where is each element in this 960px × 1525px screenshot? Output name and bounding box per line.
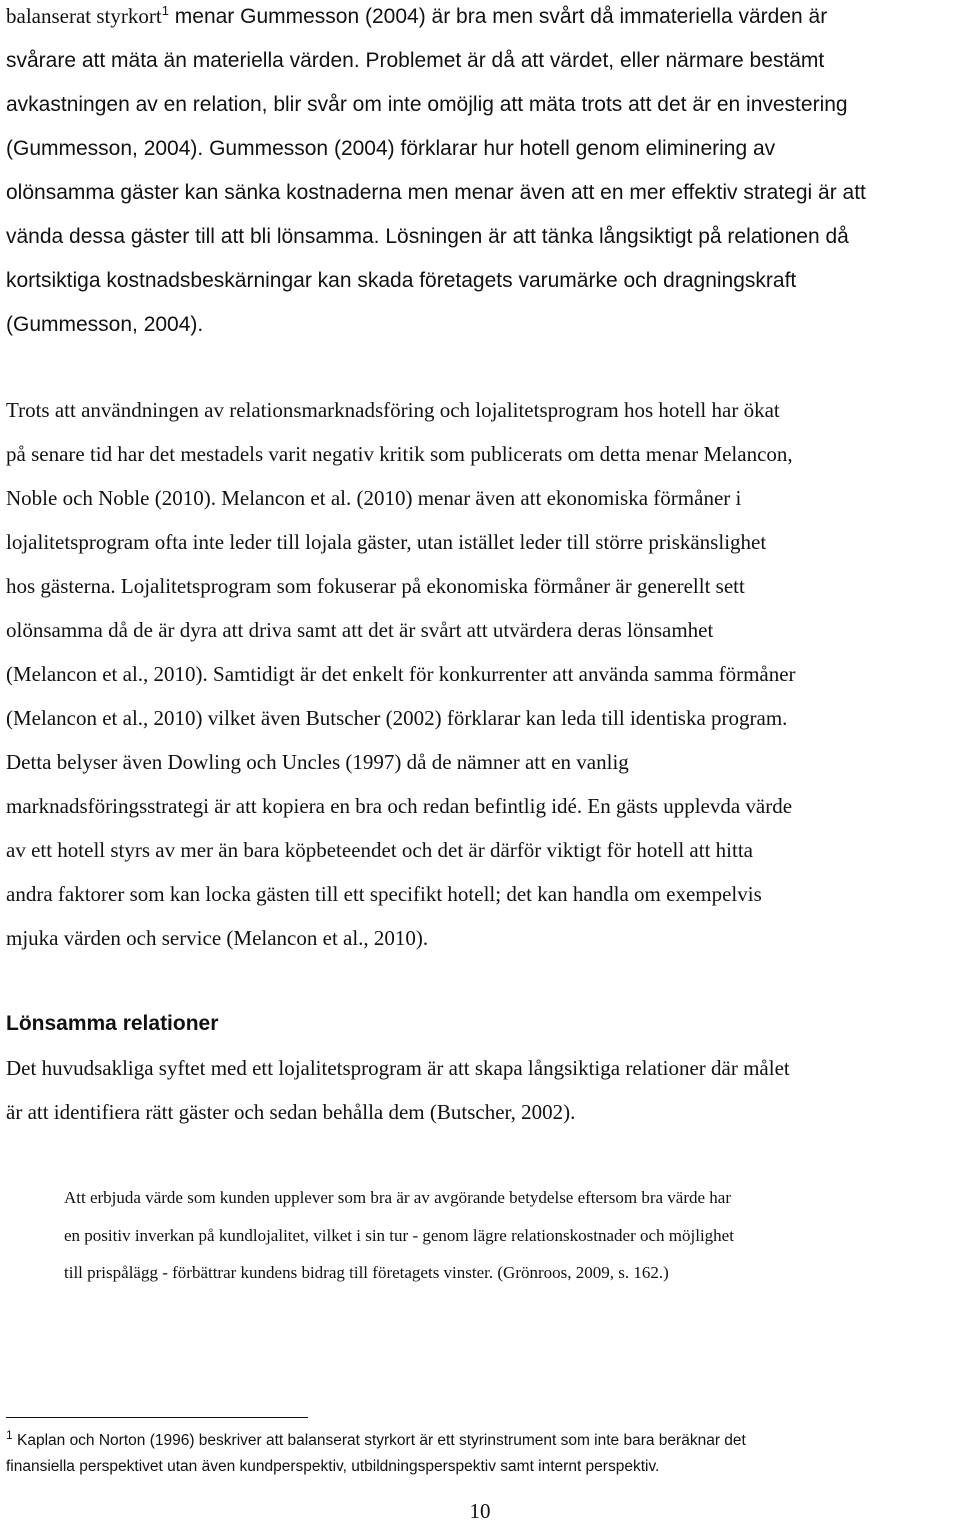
- paragraph-text: balanserat styrkort: [6, 4, 162, 28]
- paragraph-line: olönsamma gäster kan sänka kostnaderna men menar även att en mer effektiv strategi är att: [6, 181, 866, 204]
- footnote-marker: 1: [6, 1428, 13, 1442]
- paragraph-line: olönsamma då de är dyra att driva samt att det är svårt att utvärdera deras lönsamhet: [6, 618, 714, 642]
- body-paragraph-3: [6, 1046, 954, 1134]
- body-paragraph-1: [6, 0, 954, 347]
- paragraph-line: hos gästerna. Lojalitetsprogram som fokuserar på ekonomiska förmåner är generellt sett: [6, 574, 745, 598]
- paragraph-line: lojalitetsprogram ofta inte leder till lojala gäster, utan istället leder till större priskänslighet: [6, 530, 767, 554]
- paragraph-line: Trots att användningen av relationsmarknadsföring och lojalitetsprogram hos hotell har ökat: [6, 398, 780, 422]
- footnote-line: finansiella perspektivet utan även kundperspektiv, utbildningsperspektiv samt internt perspektiv.: [6, 1458, 660, 1475]
- paragraph-line: andra faktorer som kan locka gästen till ett specifikt hotell; det kan handla om exempelvis: [6, 882, 762, 906]
- footnote-line: [6, 1428, 746, 1454]
- paragraph-line: Det huvudsakliga syftet med ett lojalitetsprogram är att skapa långsiktiga relationer där målet: [6, 1056, 790, 1080]
- paragraph-line: (Gummesson, 2004).: [6, 313, 204, 336]
- paragraph-line: marknadsföringsstrategi är att kopiera en bra och redan befintlig idé. En gästs upplevda värde: [6, 794, 793, 818]
- paragraph-line: (Melancon et al., 2010). Samtidigt är det enkelt för konkurrenter att använda samma förmåner: [6, 662, 796, 686]
- paragraph-line: svårare att mäta än materiella värden. Problemet är då att värdet, eller närmare bestämt: [6, 49, 825, 72]
- paragraph-line: Noble och Noble (2010). Melancon et al. (2010) menar även att ekonomiska förmåner i: [6, 486, 742, 510]
- paragraph-line: på senare tid har det mestadels varit negativ kritik som publicerats om detta menar Melancon,: [6, 442, 793, 466]
- paragraph-line: Detta belyser även Dowling och Uncles (1997) då de nämner att en vanlig: [6, 750, 629, 774]
- footnote-reference: 1: [161, 3, 169, 18]
- paragraph-text: menar Gummesson (2004) är bra men svårt då immateriella värden är: [168, 5, 828, 28]
- paragraph-line: av ett hotell styrs av mer än bara köpbeteendet och det är därför viktigt för hotell att hitta: [6, 838, 753, 862]
- paragraph-line: (Gummesson, 2004). Gummesson (2004) förklarar hur hotell genom eliminering av: [6, 137, 776, 160]
- quote-line: en positiv inverkan på kundlojalitet, vilket i sin tur - genom lägre relationskostnader och möjlighet: [64, 1225, 734, 1245]
- paragraph-line: (Melancon et al., 2010) vilket även Butscher (2002) förklarar kan leda till identiska program.: [6, 706, 788, 730]
- footnote-divider: [6, 1417, 308, 1418]
- paragraph-line: mjuka värden och service (Melancon et al., 2010).: [6, 926, 429, 950]
- block-quote: [64, 1179, 944, 1292]
- paragraph-line: är att identifiera rätt gäster och sedan behålla dem (Butscher, 2002).: [6, 1100, 576, 1124]
- paragraph-line: kortsiktiga kostnadsbeskärningar kan skada företagets varumärke och dragningskraft: [6, 269, 797, 292]
- paragraph-line: vända dessa gäster till att bli lönsamma. Lösningen är att tänka långsiktigt på relationen då: [6, 225, 849, 248]
- footnote: [6, 1428, 746, 1480]
- footnote-text: Kaplan och Norton (1996) beskriver att balanserat styrkort är ett styrinstrument som inte bara beräknar det: [12, 1432, 746, 1449]
- quote-line: till prispålägg - förbättrar kundens bidrag till företagets vinster. (Grönroos, 2009, s. 162.): [64, 1263, 669, 1282]
- section-heading: Lönsamma relationer: [6, 1012, 219, 1035]
- page-number: 10: [469, 1499, 491, 1523]
- quote-line: Att erbjuda värde som kunden upplever som bra är av avgörande betydelse eftersom bra värde har: [64, 1188, 731, 1207]
- paragraph-line: avkastningen av en relation, blir svår om inte omöjlig att mäta trots att det är en investering: [6, 93, 848, 116]
- paragraph-line: [6, 0, 954, 39]
- body-paragraph-2: [6, 388, 954, 960]
